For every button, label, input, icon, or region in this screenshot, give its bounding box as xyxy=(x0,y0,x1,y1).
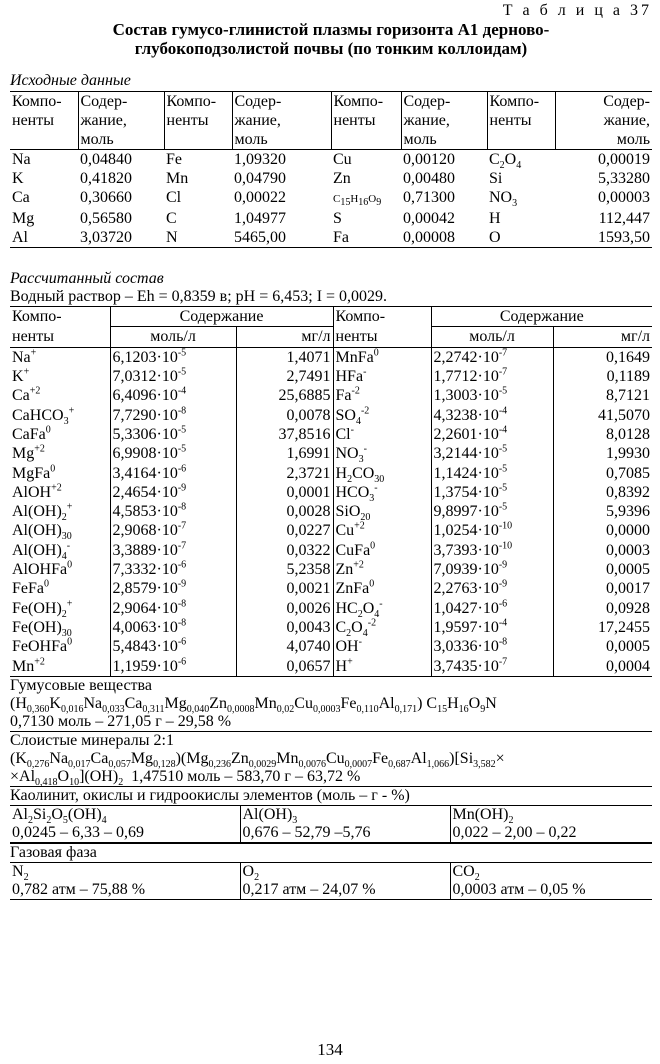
species-cell: AlOHFa$^0$ xyxy=(12,559,73,579)
gas-name-0: $N_2$ xyxy=(10,862,240,881)
comp-header-left: Компо- xyxy=(10,307,110,327)
mol-value-cell: $7,0939\cdot 10^{-9}$ xyxy=(431,560,553,579)
species-cell: FeOHFa$^0$ xyxy=(12,636,73,656)
species-cell: $H_2CO_{30}$ xyxy=(333,464,431,483)
gas-value-0: 0,782 атм – 75,88 % xyxy=(12,880,146,898)
mol-value-cell: $7,0312\cdot 10^{-5}$ xyxy=(110,367,236,386)
initial-header-row3-6 xyxy=(487,130,555,150)
humus-formula: $(H_{0,360}K_{0,016}Na_{0,033}Ca_{0,311}Mg_{0,040}Zn_{0,0008}Mn_{0,02}Cu_{0,0003}Fe_{0,110}Al_{0,171})$ $C_{15}H_{16}O_9N$ xyxy=(10,694,497,715)
component-cell: Mg xyxy=(12,209,35,227)
species-cell: CaHCO$_3$+ xyxy=(12,405,75,427)
content-cell: 1,09320 xyxy=(234,150,286,168)
mol-value-cell: $9,8997\cdot 10^{-5}$ xyxy=(431,502,553,521)
species-cell: $Mg^{+2}$ xyxy=(12,443,45,463)
initial-header-row2-5: жание, xyxy=(401,111,487,130)
mg-value-cell: 0,0017 xyxy=(553,579,652,598)
species-cell: $Mn^{+2}$ xyxy=(10,657,110,677)
content-cell: 3,03720 xyxy=(78,228,164,248)
mg-header-right: мг/л xyxy=(553,327,652,347)
content-cell: 5,33280 xyxy=(598,169,650,187)
content-cell: 1,04977 xyxy=(234,209,286,227)
species-cell: K+ xyxy=(12,366,30,386)
mg-value-cell: 0,0322 xyxy=(236,541,333,560)
mg-value-cell: 0,8392 xyxy=(553,483,652,502)
content-cell: 0,56580 xyxy=(80,209,132,227)
mg-value-cell: 5,2358 xyxy=(236,560,333,579)
component-cell: Na xyxy=(12,150,31,168)
initial-header-row1-0: Компо- xyxy=(10,91,78,111)
mol-value-cell: $6,9908\cdot 10^{-5}$ xyxy=(110,444,236,463)
mg-value-cell: 0,1189 xyxy=(553,367,652,386)
mol-value-cell: $4,5853\cdot 10^{-8}$ xyxy=(110,502,236,521)
species-cell: $C_2O_4^{-2}$ xyxy=(333,618,431,637)
initial-header-row1-5: Содер- xyxy=(401,91,487,111)
layered-formula-2 xyxy=(10,768,652,787)
initial-header-row2-1: жание, xyxy=(78,111,164,130)
content-header-left: Содержание xyxy=(110,307,333,327)
mol-header-right: моль/л xyxy=(431,327,553,347)
content-cell: 112,447 xyxy=(598,209,650,227)
initial-header-row2-0: ненты xyxy=(12,111,54,129)
mol-value-cell: $3,7393\cdot 10^{-10}$ xyxy=(431,541,553,560)
component-cell: C xyxy=(166,209,177,227)
component-cell: Zn xyxy=(333,169,351,187)
mg-value-cell: 4,0740 xyxy=(236,637,333,656)
species-cell: Cl- xyxy=(333,425,431,444)
initial-header-row2-7: жание, xyxy=(555,111,652,130)
mg-value-cell: 8,0128 xyxy=(553,425,652,444)
mol-value-cell: $1,3754\cdot 10^{-5}$ xyxy=(431,483,553,502)
mg-value-cell: 25,6885 xyxy=(236,386,333,405)
mg-value-cell: 0,0043 xyxy=(236,618,333,637)
initial-data-table xyxy=(10,91,652,248)
initial-header-row3-1: моль xyxy=(78,130,164,150)
species-cell: MnFa$^0$ xyxy=(333,347,431,367)
mg-value-cell: 0,0001 xyxy=(236,483,333,502)
content-cell: 1593,50 xyxy=(555,228,652,248)
mol-value-cell: $1,1424\cdot 10^{-5}$ xyxy=(431,464,553,483)
gas-name-2: $CO_2$ xyxy=(450,862,652,881)
bottom-rule xyxy=(10,899,652,900)
component-cell: $C_{15}H_{16}O_9$ xyxy=(333,192,382,208)
component-cell: S xyxy=(333,209,342,227)
mol-value-cell: $2,2601\cdot 10^{-4}$ xyxy=(431,425,553,444)
content-cell: 0,00003 xyxy=(598,188,650,206)
mg-value-cell: 41,5070 xyxy=(553,406,652,425)
content-cell: 0,04840 xyxy=(80,150,132,168)
mol-value-cell: $2,8579\cdot 10^{-9}$ xyxy=(110,579,236,598)
component-cell: Cl xyxy=(166,188,182,206)
initial-header-row2-3: жание, xyxy=(232,111,331,130)
initial-header-row1-2: Компо- xyxy=(164,91,232,111)
component-cell: O xyxy=(487,228,555,248)
species-cell: $Al(OH)_4^-$ xyxy=(12,540,71,562)
mol-value-cell: $1,0254\cdot 10^{-10}$ xyxy=(431,521,553,540)
species-cell: CaFa$^0$ xyxy=(12,424,51,443)
mg-value-cell: 0,0078 xyxy=(236,406,333,425)
species-cell: HFa- xyxy=(333,367,431,386)
table-title-line2: глубокоподзолистой почвы (по тонким коллоидам) xyxy=(134,39,528,59)
component-cell: Cu xyxy=(333,150,352,168)
comp-header-right: Компо- xyxy=(333,307,431,327)
mg-value-cell: 0,0026 xyxy=(236,599,333,618)
mol-value-cell: $2,9068\cdot 10^{-7}$ xyxy=(110,521,236,540)
mg-value-cell: 2,7491 xyxy=(236,367,333,386)
initial-header-row3-2 xyxy=(164,130,232,150)
mg-value-cell: 0,1649 xyxy=(553,347,652,367)
mg-value-cell: 17,2455 xyxy=(553,618,652,637)
component-cell: Ca xyxy=(12,188,30,206)
mg-value-cell: 0,0004 xyxy=(553,657,652,677)
water-solution-line: Водный раствор – Eh = 0,8359 в; pH = 6,453; I = 0,0029. xyxy=(10,288,388,306)
kaolinite-name-0: $Al_2Si_2O_5(OH)_4$ xyxy=(10,805,240,824)
initial-header-row3-0 xyxy=(10,130,78,150)
initial-header-row1-1: Содер- xyxy=(78,91,164,111)
layered-formula-1: $(K_{0,276}Na_{0,017}Ca_{0,057}Mg_{0,128})(Mg_{0,236}Zn_{0,0029}Mn_{0,0076}Cu_{0,0007}Fe_{0,687}Al_{1,066})[Si_{3,582}\times$ xyxy=(10,749,505,770)
gas-heading: Газовая фаза xyxy=(10,843,652,862)
gas-value-1: 0,217 атм – 24,07 % xyxy=(240,881,450,899)
mol-value-cell: $7,7290\cdot 10^{-8}$ xyxy=(110,406,236,425)
mg-value-cell: 0,0227 xyxy=(236,521,333,540)
species-cell: H+ xyxy=(333,657,431,677)
mol-value-cell: $6,4096\cdot 10^{-4}$ xyxy=(110,386,236,405)
species-cell: $Fe(OH)_{30}$ xyxy=(12,618,72,640)
mol-value-cell: $1,3003\cdot 10^{-5}$ xyxy=(431,386,553,405)
calculated-table xyxy=(10,306,652,677)
component-cell: H xyxy=(489,209,501,227)
mol-value-cell: $3,7435\cdot 10^{-7}$ xyxy=(431,657,553,677)
initial-data-heading: Исходные данные xyxy=(10,72,131,90)
content-cell: 0,30660 xyxy=(80,188,132,206)
component-cell: Fa xyxy=(331,228,401,248)
calculated-heading: Рассчитанный состав xyxy=(10,269,164,287)
species-cell: $Ca^{+2}$ xyxy=(12,386,41,405)
species-cell: $Cu^{+2}$ xyxy=(333,521,431,540)
mol-value-cell: $3,0336\cdot 10^{-8}$ xyxy=(431,637,553,656)
mol-value-cell: $1,1959\cdot 10^{-6}$ xyxy=(110,657,236,677)
content-cell: 0,00022 xyxy=(234,188,286,206)
mol-value-cell: $4,3238\cdot 10^{-4}$ xyxy=(431,406,553,425)
content-cell: 5465,00 xyxy=(232,228,331,248)
kaolinite-value-2: 0,022 – 2,00 – 0,22 xyxy=(450,824,652,843)
component-cell: $C_2O_4$ xyxy=(489,150,522,171)
layered-amount: 1,47510 моль – 583,70 г – 63,72 % xyxy=(131,767,361,785)
mol-value-cell: $5,4843\cdot 10^{-6}$ xyxy=(110,637,236,656)
species-cell: $Al(OH)_{30}$ xyxy=(12,522,72,543)
kaolinite-value-1: 0,676 – 52,79 –5,76 xyxy=(240,824,450,843)
comp-header-right-2: ненты xyxy=(333,327,431,347)
content-cell: 0,00480 xyxy=(403,169,455,187)
table-title-line1: Состав гумусо-глинистой плазмы горизонта А1 дерново- xyxy=(112,20,550,40)
content-cell: 0,00120 xyxy=(403,150,455,168)
component-cell: Mn xyxy=(166,169,189,187)
table-number: Т а б л и ц а 37 xyxy=(502,2,652,19)
mg-value-cell: 0,0021 xyxy=(236,579,333,598)
component-cell: Fe xyxy=(166,150,182,168)
component-cell: Si xyxy=(489,169,503,187)
species-cell: $HCO_3^-$ xyxy=(333,483,431,502)
species-cell: ZnFa$^0$ xyxy=(333,579,431,598)
species-cell: $Fa^{-2}$ xyxy=(333,386,431,405)
mol-value-cell: $1,7712\cdot 10^{-7}$ xyxy=(431,367,553,386)
species-cell: $HC_2O_4^-$ xyxy=(333,599,431,618)
layered-heading: Слоистые минералы 2:1 xyxy=(10,731,174,749)
mg-value-cell: 0,0657 xyxy=(236,657,333,677)
content-cell: 0,41820 xyxy=(80,169,132,187)
mg-value-cell: 1,9930 xyxy=(553,444,652,463)
mol-header-left: моль/л xyxy=(110,327,236,347)
species-cell: FeFa$^0$ xyxy=(12,579,49,598)
species-cell: OH- xyxy=(333,637,431,656)
component-cell: N xyxy=(164,228,232,248)
mg-value-cell: 1,6991 xyxy=(236,444,333,463)
species-cell: CuFa$^0$ xyxy=(333,541,431,560)
gas-name-1: $O_2$ xyxy=(240,862,450,881)
kaolinite-name-1: $Al(OH)_3$ xyxy=(240,805,450,824)
species-cell: $SO_4^{-2}$ xyxy=(333,406,431,425)
initial-header-row1-7: Содер- xyxy=(555,91,652,111)
mol-value-cell: $1,9597\cdot 10^{-4}$ xyxy=(431,618,553,637)
species-cell: AlOH$^{+2}$ xyxy=(12,482,62,501)
mol-value-cell: $3,2144\cdot 10^{-5}$ xyxy=(431,444,553,463)
humus-heading: Гумусовые вещества xyxy=(10,676,152,694)
kaolinite-heading: Каолинит, окислы и гидроокислы элементов (моль – г - %) xyxy=(10,786,410,804)
mg-header-left: мг/л xyxy=(236,327,333,347)
content-cell: 0,04790 xyxy=(234,169,286,187)
comp-header-left-2: ненты xyxy=(10,327,110,347)
mol-value-cell: $3,3889\cdot 10^{-7}$ xyxy=(110,541,236,560)
component-cell: $NO_3$ xyxy=(489,188,518,209)
initial-header-row1-4: Компо- xyxy=(331,91,401,111)
initial-header-row3-5: моль xyxy=(401,130,487,150)
mg-value-cell: 37,8516 xyxy=(236,425,333,444)
mg-value-cell: 0,0928 xyxy=(553,599,652,618)
kaolinite-table xyxy=(10,805,652,843)
mg-value-cell: 0,0003 xyxy=(553,541,652,560)
document-page xyxy=(10,2,652,900)
mg-value-cell: 0,0005 xyxy=(553,637,652,656)
species-cell: $Al(OH)_2^+$ xyxy=(12,501,73,524)
mol-value-cell: $2,2763\cdot 10^{-9}$ xyxy=(431,579,553,598)
content-cell: 0,00042 xyxy=(403,209,455,227)
mol-value-cell: $2,9064\cdot 10^{-8}$ xyxy=(110,599,236,618)
mg-value-cell: 0,0000 xyxy=(553,521,652,540)
mol-value-cell: $6,1203\cdot 10^{-5}$ xyxy=(110,347,236,367)
mg-value-cell: 8,7121 xyxy=(553,386,652,405)
component-cell: Al xyxy=(10,228,78,248)
species-cell: SiO$_{20}$ xyxy=(333,502,431,521)
mg-value-cell: 5,9396 xyxy=(553,502,652,521)
species-cell: $NO_3^-$ xyxy=(333,444,431,463)
content-cell: 0,00019 xyxy=(598,150,650,168)
layered-formula-2-text: $\times Al_{0,418}O_{10}](OH)_2$ xyxy=(10,767,124,788)
mol-value-cell: $5,3306\cdot 10^{-5}$ xyxy=(110,425,236,444)
content-cell: 0,00008 xyxy=(401,228,487,248)
initial-header-row3-4 xyxy=(331,130,401,150)
mol-value-cell: $2,4654\cdot 10^{-9}$ xyxy=(110,483,236,502)
mg-value-cell: 2,3721 xyxy=(236,464,333,483)
humus-amount: 0,7130 моль – 271,05 г – 29,58 % xyxy=(10,713,652,732)
species-cell: Na+ xyxy=(12,347,37,366)
content-cell: 0,71300 xyxy=(403,188,455,206)
mg-value-cell: 1,4071 xyxy=(236,347,333,367)
initial-header-row2-2: ненты xyxy=(164,111,232,130)
species-cell: $Zn^{+2}$ xyxy=(333,560,431,579)
content-header-right: Содержание xyxy=(431,307,652,327)
mol-value-cell: $3,4164\cdot 10^{-6}$ xyxy=(110,464,236,483)
initial-header-row3-3: моль xyxy=(232,130,331,150)
species-cell: $Fe(OH)_2^+$ xyxy=(12,598,73,620)
initial-header-row3-7: моль xyxy=(555,130,652,150)
component-cell: K xyxy=(12,169,24,187)
kaolinite-name-2: $Mn(OH)_2$ xyxy=(450,805,652,824)
mg-value-cell: 0,0028 xyxy=(236,502,333,521)
mg-value-cell: 0,7085 xyxy=(553,464,652,483)
mol-value-cell: $4,0063\cdot 10^{-8}$ xyxy=(110,618,236,637)
gas-table xyxy=(10,862,652,899)
mol-value-cell: $7,3332\cdot 10^{-6}$ xyxy=(110,560,236,579)
mol-value-cell: $1,0427\cdot 10^{-6}$ xyxy=(431,599,553,618)
initial-header-row2-4: ненты xyxy=(331,111,401,130)
initial-header-row1-6: Компо- xyxy=(487,91,555,111)
initial-header-row1-3: Содер- xyxy=(232,91,331,111)
page-number: 134 xyxy=(317,1040,343,1059)
gas-value-2: 0,0003 атм – 0,05 % xyxy=(450,881,652,899)
kaolinite-value-0: 0,0245 – 6,33 – 0,69 xyxy=(12,823,144,841)
species-cell: MgFa$^0$ xyxy=(12,463,56,482)
initial-header-row2-6: ненты xyxy=(487,111,555,130)
mg-value-cell: 0,0005 xyxy=(553,560,652,579)
mol-value-cell: $2,2742\cdot 10^{-7}$ xyxy=(431,347,553,367)
